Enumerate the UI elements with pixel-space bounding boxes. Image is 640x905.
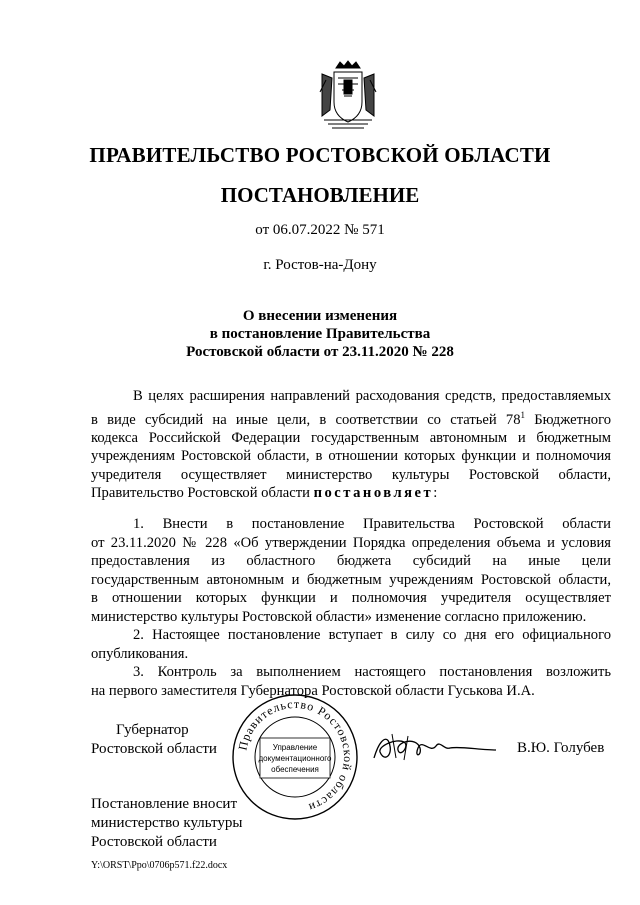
document-type: ПОСТАНОВЛЕНИЕ — [220, 183, 420, 207]
rostov-oblast-coat-of-arms-icon — [318, 60, 378, 130]
introduced-by — [91, 795, 243, 852]
preamble-paragraph — [91, 387, 611, 503]
governor-position-line: Губернатор — [116, 722, 189, 738]
preamble-line: в виде субсидий на иные цели, в соответствии со статьей $78^1$ Бюджетного — [91, 409, 612, 428]
preamble-line: В целях расширения направлений расходования средств, предоставляемых — [133, 388, 611, 404]
item-line: в отношении которых функции и полномочия учредителя осуществляет — [91, 590, 611, 606]
seal-center-line: обеспечения — [271, 765, 319, 774]
document-date-number: от 06.07.2022 № 571 — [255, 222, 385, 238]
official-seal — [230, 692, 360, 822]
item-line: министерство культуры Ростовской области» изменение согласно приложению. — [91, 608, 587, 625]
subject-line: Ростовской области от 23.11.2020 № 228 — [186, 344, 454, 360]
item-line: опубликования. — [91, 645, 189, 662]
preamble-line: Правительство Ростовской области постановляет: — [91, 485, 438, 502]
governor-position — [91, 721, 217, 759]
item-line: 1. Внести в постановление Правительства Ростовской области — [133, 516, 611, 532]
item-line: от 23.11.2020 № 228 «Об утверждении Порядка определения объема и условия — [91, 534, 611, 551]
item-line: 2. Настоящее постановление вступает в силу со дня его официального — [133, 627, 611, 643]
handwritten-signature — [370, 728, 500, 766]
governor-position-line: Ростовской области — [91, 741, 217, 757]
item-line: на первого заместителя Губернатора Ростовской области Гуськова И.А. — [91, 682, 535, 699]
document-subject — [0, 307, 640, 361]
introduced-by-line: Постановление вносит — [91, 796, 238, 812]
government-title: ПРАВИТЕЛЬСТВО РОСТОВСКОЙ ОБЛАСТИ — [89, 143, 551, 167]
item-line: 3. Контроль за выполнением настоящего постановления возложить — [133, 664, 611, 680]
item-line: предоставления из областного бюджета субсидий на иные цели — [91, 553, 611, 569]
preamble-line: учреждениям Ростовской области, в отношении которых функции и полномочия — [91, 448, 611, 465]
seal-center-line: документационного — [258, 754, 332, 763]
introduced-by-line: министерство культуры — [91, 815, 243, 831]
preamble-line: учредителя осуществляет министерство культуры Ростовской области, — [91, 466, 611, 483]
item-line: государственным автономным и бюджетным учреждениям Ростовской области, — [91, 571, 611, 588]
item-2-paragraph — [91, 626, 611, 663]
document-city: г. Ростов-на-Дону — [263, 257, 377, 273]
seal-ring-text: Правительство Ростовской области — [235, 696, 356, 816]
governor-name: В.Ю. Голубев — [517, 740, 605, 756]
file-path-footer: Y:\ORST\Ppo\0706p571.f22.docx — [91, 860, 228, 871]
introduced-by-line: Ростовской области — [91, 834, 217, 850]
subject-line: О внесении изменения — [242, 308, 398, 324]
resolves-word: постановляет — [313, 485, 434, 502]
preamble-line: кодекса Российской Федерации государственным автономным и бюджетным — [91, 429, 611, 446]
seal-center-line: Управление — [272, 743, 318, 752]
subject-line: в постановление Правительства — [209, 326, 431, 342]
item-1-paragraph — [91, 515, 611, 626]
